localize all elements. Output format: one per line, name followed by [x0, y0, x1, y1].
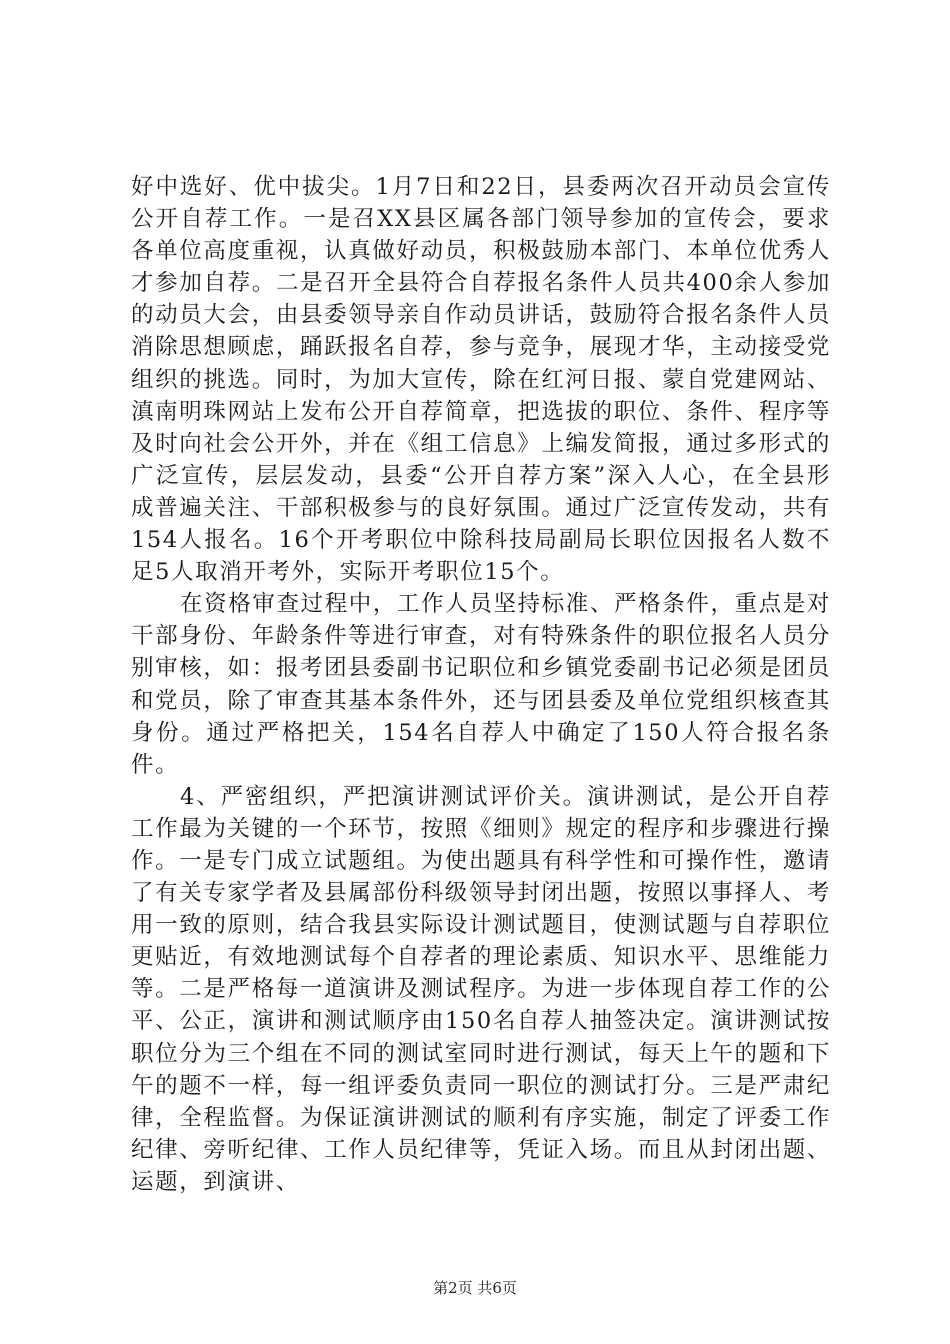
- paragraph-publicity: 好中选好、优中拔尖。1月7日和22日，县委两次召开动员会宣传公开自荐工作。一是召XX县区属各部门领导参加的宣传会，要求各单位高度重视，认真做好动员，积极鼓励本部门、本单位优秀人才参加自荐。二是召开全县符合自荐报名条件人员共400余人参加的动员大会，由县委领导亲自作动员讲话，鼓励符合报名条件人员消除思想顾虑，踊跃报名自荐，参与竞争，展现才华，主动接受党组织的挑选。同时，为加大宣传，除在红河日报、蒙自党建网站、滇南明珠网站上发布公开自荐简章，把选拔的职位、条件、程序等及时向社会公开外，并在《组工信息》上编发简报，通过多形式的广泛宣传，层层发动，县委“公开自荐方案”深入人心，在全县形成普遍关注、干部积极参与的良好氛围。通过广泛宣传发动，共有154人报名。16个开考职位中除科技局副局长职位因报名人数不足5人取消开考外，实际开考职位15个。: [131, 174, 831, 586]
- page-footer: 第2页 共6页: [433, 1279, 517, 1297]
- paragraph-qualification-review: 在资格审查过程中，工作人员坚持标准、严格条件，重点是对干部身份、年龄条件等进行审查，对有特殊条件的职位报名人员分别审核，如：报考团县委副书记职位和乡镇党委副书记必须是团员和党员，除了审查其基本条件外，还与团县委及单位党组织核查其身份。通过严格把关，154名自荐人中确定了150人符合报名条件。: [131, 591, 831, 778]
- document-body: [131, 171, 831, 1198]
- paragraph-speech-test: 4、严密组织，严把演讲测试评价关。演讲测试，是公开自荐工作最为关键的一个环节，按照《细则》规定的程序和步骤进行操作。一是专门成立试题组。为使出题具有科学性和可操作性，邀请了有关专家学者及县属部份科级领导封闭出题，按照以事择人、考用一致的原则，结合我县实际设计测试题目，使测试题与自荐职位更贴近，有效地测试每个自荐者的理论素质、知识水平、思维能力等。二是严格每一道演讲及测试程序。为进一步体现自荐工作的公平、公正，演讲和测试顺序由150名自荐人抽签决定。演讲测试按职位分为三个组在不同的测试室同时进行测试，每天上午的题和下午的题不一样，每一组评委负责同一职位的测试打分。三是严肃纪律，全程监督。为保证演讲测试的顺利有序实施，制定了评委工作纪律、旁听纪律、工作人员纪律等，凭证入场。而且从封闭出题、运题，到演讲、: [131, 783, 831, 1195]
